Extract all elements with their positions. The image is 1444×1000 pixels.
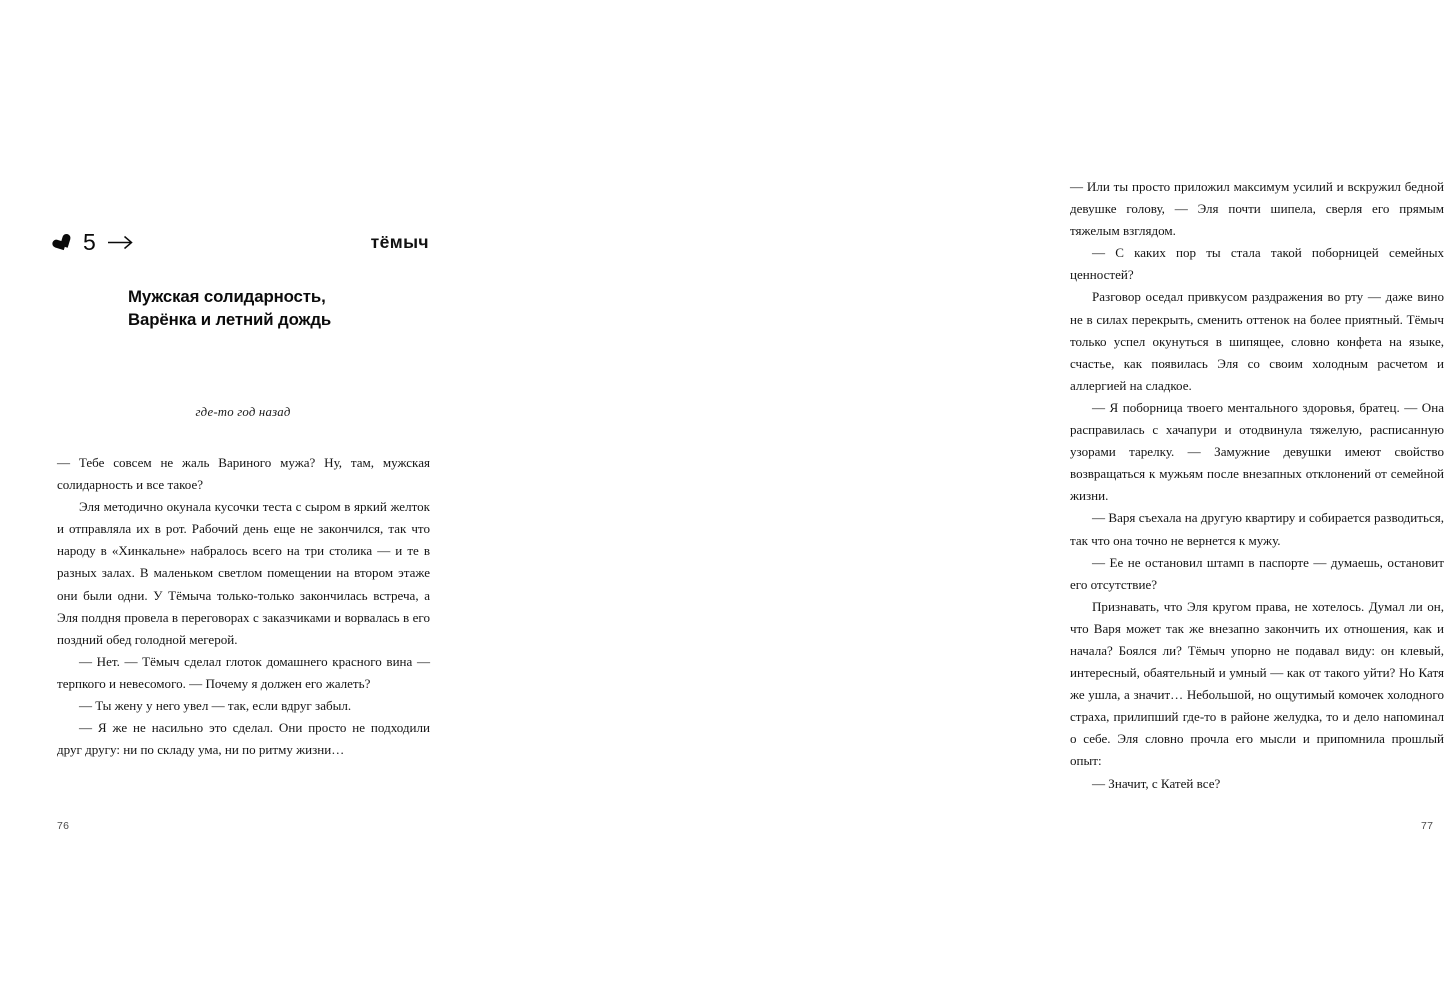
paragraph: — Или ты просто приложил максимум усилий и вскружил бедной девушке голову, — Эля почти шипела, сверля его прямым тяжелым взглядом. [1070, 179, 1444, 239]
arrow-right-icon [107, 234, 134, 251]
chapter-number: 5 [83, 229, 96, 255]
heart-icon [55, 233, 75, 253]
page-number-right: 77 [1421, 820, 1434, 832]
paragraph: — Варя съехала на другую квартиру и собирается разводиться, так что она точно не вернется к мужу. [1070, 510, 1444, 548]
chapter-title-line-1: Мужская солидарность, [128, 287, 326, 306]
paragraph: — Тебе совсем не жаль Вариного мужа? Ну, там, мужская солидарность и все такое? [57, 455, 430, 493]
scene-note: где-то год назад [195, 405, 291, 419]
chapter-header-left-group [57, 231, 134, 254]
chapter-header [57, 231, 429, 254]
page-number-left: 76 [57, 820, 70, 832]
page-left [0, 0, 500, 1000]
chapter-title-line-2: Варёнка и летний дождь [128, 309, 332, 329]
paragraph: — С каких пор ты стала такой поборницей семейных ценностей? [1070, 245, 1444, 283]
paragraph: Признавать, что Эля кругом права, не хотелось. Думал ли он, что Варя может так же внезапно закончить их отношения, как и начала? Боялся ли? Тёмыч упорно не подавал виду: он клевый, интересный, обаятельный и умный — как от такого уйти? Но Катя же ушла, а значит… Небольшой, но ощутимый комочек холодного страха, прилипший где-то в районе желудка, то и дело напоминал о себе. Эля словно прочла его мысли и припомнила прошлый опыт: [1070, 598, 1444, 769]
body-text-right [1070, 176, 1444, 795]
paragraph: — Ты жену у него увел — так, если вдруг забыл. [79, 698, 352, 714]
paragraph: — Ее не остановил штамп в паспорте — думаешь, остановит его отсутствие? [1070, 554, 1444, 592]
paragraph: — Я поборница твоего ментального здоровья, братец. — Она расправилась с хачапури и отодвинула тяжелую, расписанную узорами тарелку. — Замужние девушки имеют свойство возвращаться к мужьям после внезапных отклонений от семейной жизни. [1070, 399, 1444, 504]
paragraph: — Значит, с Катей все? [1092, 775, 1221, 791]
paragraph: Разговор оседал привкусом раздражения во рту — даже вино не в силах перекрыть, сменить оттенок на более приятный. Тёмыч только успел окунуться в шипящее, словно конфета на языке, счастье, как появилась Эля со своим холодным расчетом и аллергией на сладкое. [1070, 289, 1444, 393]
running-head: тёмыч [370, 232, 429, 252]
body-text-left [57, 452, 430, 761]
paragraph: Эля методично окунала кусочки теста с сыром в яркий желток и отправляла их в рот. Рабочий день еще не закончился, так что народу в «Хинкальне» набралось всего на три столика — и те в разных залах. В маленьком светлом помещении на втором этаже они были одни. У Тёмыча только-только закончилась встреча, а Эля полдня провела в переговорах с заказчиками и ворвалась в его поздний обед голодной мегерой. [57, 499, 430, 647]
paragraph: — Я же не насильно это сделал. Они просто не подходили друг другу: ни по складу ума, ни по ритму жизни… [57, 720, 430, 758]
page-right [500, 0, 1444, 1000]
chapter-title [128, 286, 438, 331]
paragraph: — Нет. — Тёмыч сделал глоток домашнего красного вина — терпкого и невесомого. — Почему я должен его жалеть? [57, 653, 430, 691]
